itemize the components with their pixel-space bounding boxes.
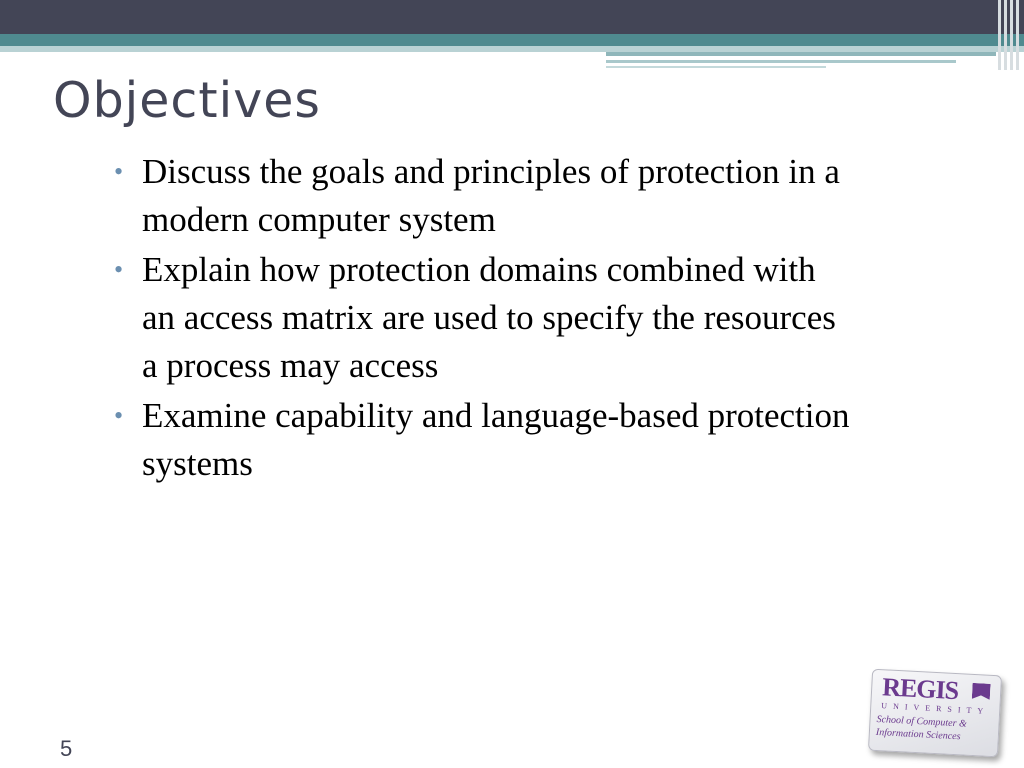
logo-subtitle: UNIVERSITY (881, 701, 990, 716)
logo-school-line: Information Sciences (875, 726, 961, 743)
bullet-text: Explain how protection domains combined with an access matrix are used to specify the resources a process may access (142, 250, 836, 385)
slide-title: Objectives (53, 72, 321, 129)
logo-name: REGIS (881, 672, 959, 706)
logo-flag-icon (972, 683, 991, 700)
bullet-text: Discuss the goals and principles of protection in a modern computer system (142, 152, 840, 239)
header-bar (0, 0, 1024, 34)
header-decor-stripe (1004, 0, 1007, 70)
bullet-icon: • (114, 255, 124, 284)
slide-number: 5 (60, 736, 73, 761)
header-decor-line (606, 60, 956, 63)
bullet-item (112, 246, 852, 390)
header-accent-band (0, 34, 1024, 46)
header-decor-stripe (1016, 0, 1019, 70)
bullet-text: Examine capability and language-based protection systems (142, 396, 850, 483)
bullet-icon: • (114, 157, 124, 186)
bullet-item (112, 392, 852, 488)
logo-school-line: School of Computer & (876, 713, 968, 730)
header-decor-line (606, 66, 826, 68)
bullet-list (112, 148, 852, 490)
university-logo (868, 669, 1002, 758)
bullet-item (112, 148, 852, 244)
bullet-icon: • (114, 401, 124, 430)
header-decor-stripe (1010, 0, 1013, 70)
header-decor-stripe (998, 0, 1001, 70)
header-decor-line (606, 52, 996, 56)
